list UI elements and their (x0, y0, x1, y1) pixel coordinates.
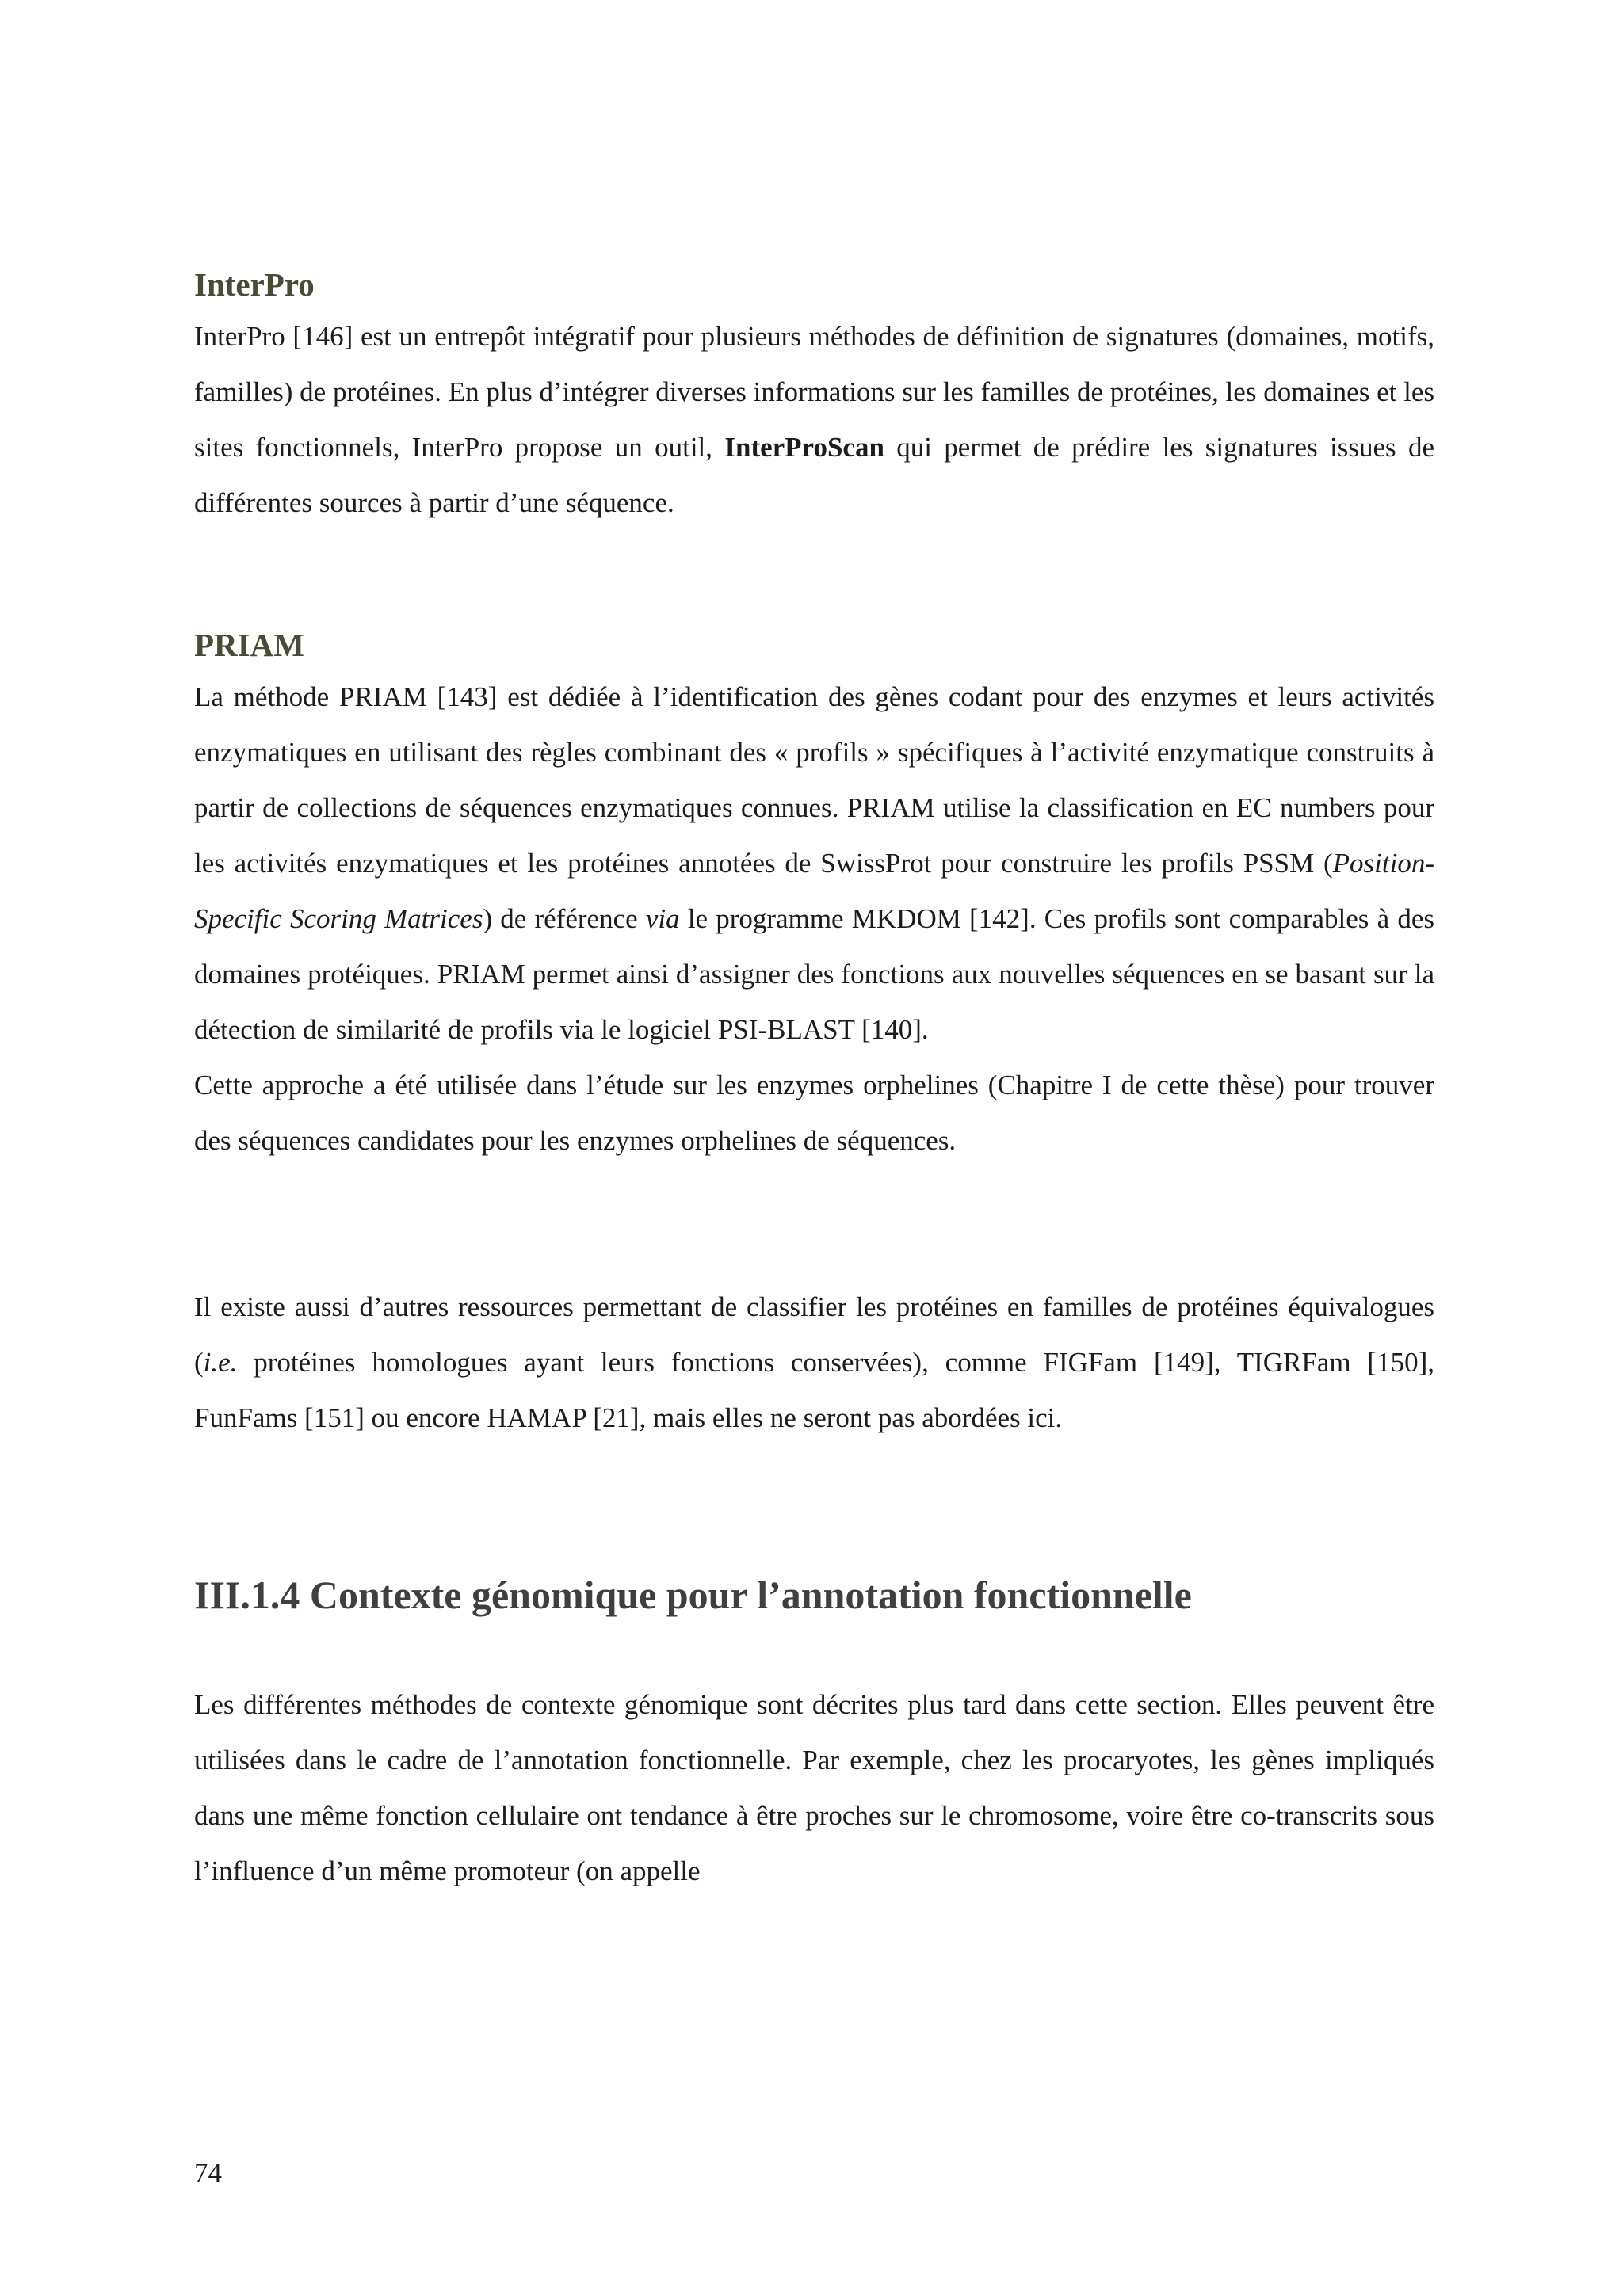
interproscan-term: InterProScan (724, 432, 884, 463)
paragraph-genomic-context: Les différentes méthodes de contexte génomique sont décrites plus tard dans cette section. Elles peuvent être utilisées dans le cadre de l’annotation fonctionnelle. Par exemple, chez les procaryotes, les gènes impliqués dans une même fonction cellulaire ont tendance à être proches sur le chromosome, voire être co-transcrits sous l’influence d’un même promoteur (on appelle (194, 1689, 1434, 1887)
pssm-term: Position-Specific Scoring Matrices (194, 848, 1434, 935)
section-heading: III.1.4 Contexte génomique pour l’annotation fonctionnelle (194, 1573, 1192, 1618)
ie-term: i.e. (203, 1347, 238, 1379)
paragraph-priam-1: La méthode PRIAM [143] est dédiée à l’identification des gènes codant pour des enzymes et leurs activités enzymatiques en utilisant des règles combinant des « profils » spécifiques à l’activité enzymatique construits à partir de collections de séquences enzymatiques connues. PRIAM utilise la classification en EC numbers pour les activités enzymatiques et les protéines annotées de SwissProt pour construire les profils PSSM (Position-Specific Scoring Matrices) de référence via le programme MKDOM [142]. Ces profils sont comparables à des domaines protéiques. PRIAM permet ainsi d’assigner des fonctions aux nouvelles séquences en se basant sur la détection de similarité de profils via le logiciel PSI-BLAST [140]. (194, 681, 1434, 1046)
via-term: via (645, 903, 680, 935)
heading-priam: PRIAM (194, 627, 304, 664)
paragraph-other-resources: Il existe aussi d’autres ressources permettant de classifier les protéines en familles de protéines équivalogues (i.e. protéines homologues ayant leurs fonctions conservées), comme FIGFam [149], TIGRFam [150], FunFams [151] ou encore HAMAP [21], mais elles ne seront pas abordées ici. (194, 1291, 1434, 1434)
paragraph-priam-2: Cette approche a été utilisée dans l’étude sur les enzymes orphelines (Chapitre I de cette thèse) pour trouver des séquences candidates pour les enzymes orphelines de séquences. (194, 1070, 1434, 1157)
paragraph-interpro: InterPro [146] est un entrepôt intégratif pour plusieurs méthodes de définition de signatures (domaines, motifs, familles) de protéines. En plus d’intégrer diverses informations sur les familles de protéines, les domaines et les sites fonctionnels, InterPro propose un outil, InterProScan qui permet de prédire les signatures issues de différentes sources à partir d’une séquence. (194, 321, 1434, 519)
heading-interpro: InterPro (194, 266, 315, 303)
page-number: 74 (194, 2157, 222, 2188)
page-content (194, 265, 1434, 1899)
